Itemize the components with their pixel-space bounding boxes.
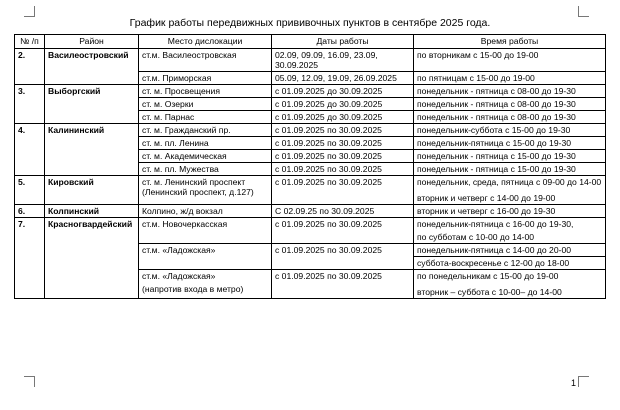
table-row [15,218,606,244]
dates-cell: с 01.09.2025 по 30.09.2025 [272,137,414,150]
location-line: (напротив входа в метро) [142,284,244,294]
dates-cell: с 01.09.2025 до 30.09.2025 [272,111,414,124]
dates-cell: с 01.09.2025 по 30.09.2025 [272,270,414,299]
table-row [15,176,606,205]
dates-cell: с 01.09.2025 по 30.09.2025 [272,218,414,244]
table-row [15,49,606,72]
dates-cell: с 01.09.2025 по 30.09.2025 [272,163,414,176]
hours-cell: понедельник - пятница с 08-00 до 19-30 [414,85,606,98]
district-name: Калининский [45,124,139,176]
hours-cell: вторник и четверг с 16-00 до 19-30 [414,205,606,218]
hours-cell: суббота-воскресенье с 12-00 до 18-00 [414,257,606,270]
table-header-row [15,35,606,49]
district-name: Кировский [45,176,139,205]
district-name: Василеостровский [45,49,139,85]
row-number: 7. [15,218,45,299]
location-cell: ст. м. Ленинский проспект (Ленинский проспект, д.127) [139,176,272,205]
hours-cell: по пятницам с 15-00 до 19-00 [414,72,606,85]
hours-cell [414,218,606,244]
location-cell [139,270,272,299]
row-number: 5. [15,176,45,205]
crop-mark [578,376,589,387]
crop-mark [24,6,35,17]
header-num: № /п [15,35,45,49]
hours-cell: понедельник - пятница с 08-00 до 19-30 [414,111,606,124]
document-title: График работы передвижных прививочных пунктов в сентябре 2025 года. [129,17,491,29]
location-cell: ст. м. пл. Мужества [139,163,272,176]
crop-mark [578,6,589,17]
table-row [15,85,606,98]
header-hours: Время работы [414,35,606,49]
dates-cell: С 02.09.25 по 30.09.2025 [272,205,414,218]
table-row [15,205,606,218]
dates-cell: с 01.09.2025 до 30.09.2025 [272,98,414,111]
district-name: Колпинский [45,205,139,218]
row-number: 2. [15,49,45,85]
schedule-table [14,34,606,299]
hours-line: вторник – суббота с 10-00– до 14-00 [417,287,562,297]
header-location: Место дислокации [139,35,272,49]
dates-cell: 05.09, 12.09, 19.09, 26.09.2025 [272,72,414,85]
row-number: 3. [15,85,45,124]
location-line: ст.м. «Ладожская» [142,271,216,281]
hours-line: по понедельникам с 15-00 до 19-00 [417,271,559,281]
location-cell: ст.м. Приморская [139,72,272,85]
location-cell: ст. м. Просвещения [139,85,272,98]
header-district: Район [45,35,139,49]
hours-cell: понедельник - пятница с 08-00 до 19-30 [414,98,606,111]
table-row [15,124,606,137]
dates-cell: с 01.09.2025 до 30.09.2025 [272,85,414,98]
hours-cell: понедельник-пятница с 14-00 до 20-00 [414,244,606,257]
page-number: 1 [571,378,577,388]
hours-cell: понедельник - пятница с 15-00 до 19-30 [414,150,606,163]
crop-mark [24,376,35,387]
district-name: Выборгский [45,85,139,124]
dates-cell: с 01.09.2025 по 30.09.2025 [272,124,414,137]
row-number: 6. [15,205,45,218]
hours-cell: понедельник-пятница с 15-00 до 19-30 [414,137,606,150]
hours-line: понедельник, среда, пятница с 09-00 до 14-00 [417,177,602,187]
hours-line: понедельник-пятница с 16-00 до 19-30, [417,219,574,229]
hours-line: по субботам с 10-00 до 14-00 [417,232,535,242]
hours-cell: понедельник - пятница с 15-00 до 19-30 [414,163,606,176]
location-cell: ст. м. Озерки [139,98,272,111]
location-cell: ст. м. пл. Ленина [139,137,272,150]
dates-cell: с 01.09.2025 по 30.09.2025 [272,150,414,163]
location-cell: ст. м. Гражданский пр. [139,124,272,137]
hours-line: вторник и четверг с 14-00 до 19-00 [417,193,556,203]
hours-cell: понедельник-суббота с 15-00 до 19-30 [414,124,606,137]
district-name: Красногвардейский [45,218,139,299]
row-number: 4. [15,124,45,176]
location-cell: ст.м. «Ладожская» [139,244,272,270]
location-cell: ст.м. Новочеркасская [139,218,272,244]
header-dates: Даты работы [272,35,414,49]
hours-cell [414,176,606,205]
hours-cell [414,270,606,299]
dates-cell: 02.09, 09.09, 16.09, 23.09, 30.09.2025 [272,49,414,72]
dates-cell: с 01.09.2025 по 30.09.2025 [272,244,414,270]
location-cell: ст. м. Академическая [139,150,272,163]
hours-cell: по вторникам с 15-00 до 19-00 [414,49,606,72]
dates-cell: с 01.09.2025 по 30.09.2025 [272,176,414,205]
location-cell: Колпино, ж/д вокзал [139,205,272,218]
location-cell: ст.м. Василеостровская [139,49,272,72]
location-cell: ст. м. Парнас [139,111,272,124]
